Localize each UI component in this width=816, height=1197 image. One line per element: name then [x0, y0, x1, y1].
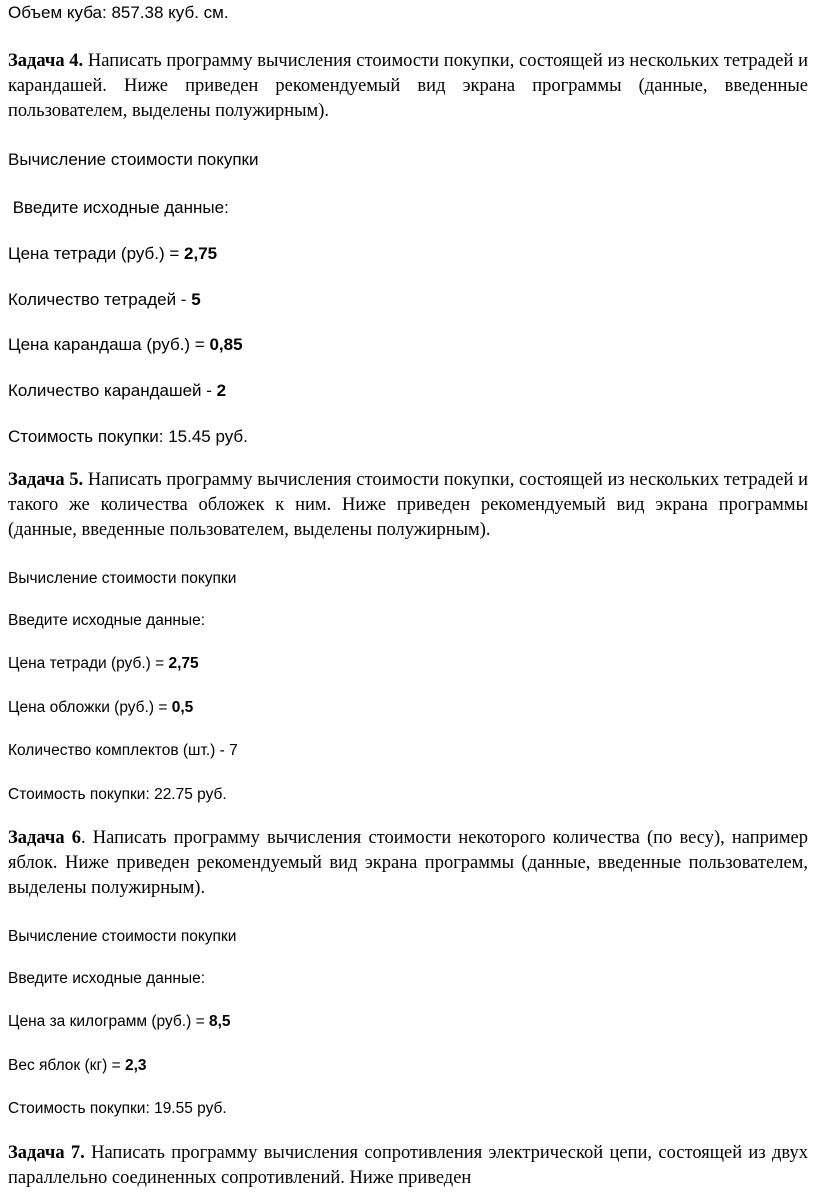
task5-screen-title: Вычисление стоимости покупки	[8, 570, 237, 587]
row-label: Количество тетрадей -	[8, 290, 192, 309]
task4-prompt: Введите исходные данные:	[8, 198, 229, 217]
row-label: Цена тетради (руб.) =	[8, 244, 185, 263]
task5-result: Стоимость покупки: 22.75 руб.	[8, 786, 227, 803]
task5-prompt: Введите исходные данные:	[8, 612, 206, 629]
row-value: 0,5	[171, 699, 194, 716]
row-value: 2,3	[124, 1057, 147, 1074]
task4-text: Написать программу вычисления стоимости покупки, состоящей из нескольких тетрадей и карандашей. Ниже приведен рекомендуемый вид экрана программы (данные, введенные пользователем, выделены полужирным).	[8, 51, 808, 121]
task6-prompt: Введите исходные данные:	[8, 970, 206, 987]
task6-label: Задача 6	[8, 828, 81, 848]
row-label: Цена обложки (руб.) =	[8, 699, 172, 716]
row-value: 0,85	[209, 335, 243, 354]
row-label: Цена тетради (руб.) =	[8, 655, 169, 672]
task4-row-notebook-count	[8, 290, 201, 310]
task4-result: Стоимость покупки: 15.45 руб.	[8, 427, 248, 446]
task7-paragraph	[8, 1141, 808, 1191]
cube-volume-line: Объем куба: 857.38 куб. см.	[8, 3, 229, 22]
row-value: 2	[216, 381, 227, 400]
row-value: 8,5	[208, 1013, 231, 1030]
task6-paragraph	[8, 826, 808, 901]
task5-row-set-count: Количество комплектов (шт.) - 7	[8, 742, 238, 759]
task6-text: . Написать программу вычисления стоимости некоторого количества (по весу), например яблок. Ниже приведен рекомендуемый вид экрана программы (данные, введенные пользователем, выделены полужирным).	[8, 828, 808, 898]
task5-row-notebook-price	[8, 655, 199, 673]
task4-row-notebook-price	[8, 244, 217, 264]
row-value: 5	[191, 290, 201, 309]
task6-row-apple-weight	[8, 1057, 147, 1075]
task6-screen-title: Вычисление стоимости покупки	[8, 928, 237, 945]
task6-result: Стоимость покупки: 19.55 руб.	[8, 1100, 227, 1117]
task5-paragraph	[8, 468, 808, 543]
row-value: 2,75	[168, 655, 199, 672]
row-label: Цена карандаша (руб.) =	[8, 335, 210, 354]
task5-row-cover-price	[8, 699, 193, 717]
task4-row-pencil-price	[8, 335, 243, 355]
task4-row-pencil-count	[8, 381, 226, 401]
row-label: Количество карандашей -	[8, 381, 217, 400]
task7-text: Написать программу вычисления сопротивления электрической цепи, состоящей из двух параллельно соединенных сопротивлений. Ниже приведен	[8, 1143, 808, 1188]
row-label: Цена за килограмм (руб.) =	[8, 1013, 209, 1030]
task5-text: Написать программу вычисления стоимости покупки, состоящей из нескольких тетрадей и такого же количества обложек к ним. Ниже приведен рекомендуемый вид экрана программы (данные, введенные пользователем, выделены полужирным).	[8, 470, 808, 540]
task4-screen-title: Вычисление стоимости покупки	[8, 150, 259, 169]
task7-label: Задача 7.	[8, 1143, 85, 1163]
task4-paragraph	[8, 49, 808, 124]
task5-label: Задача 5.	[8, 470, 84, 490]
task6-row-price-per-kg	[8, 1013, 231, 1031]
row-value: 2,75	[184, 244, 218, 263]
task4-label: Задача 4.	[8, 51, 84, 71]
row-label: Вес яблок (кг) =	[8, 1057, 125, 1074]
